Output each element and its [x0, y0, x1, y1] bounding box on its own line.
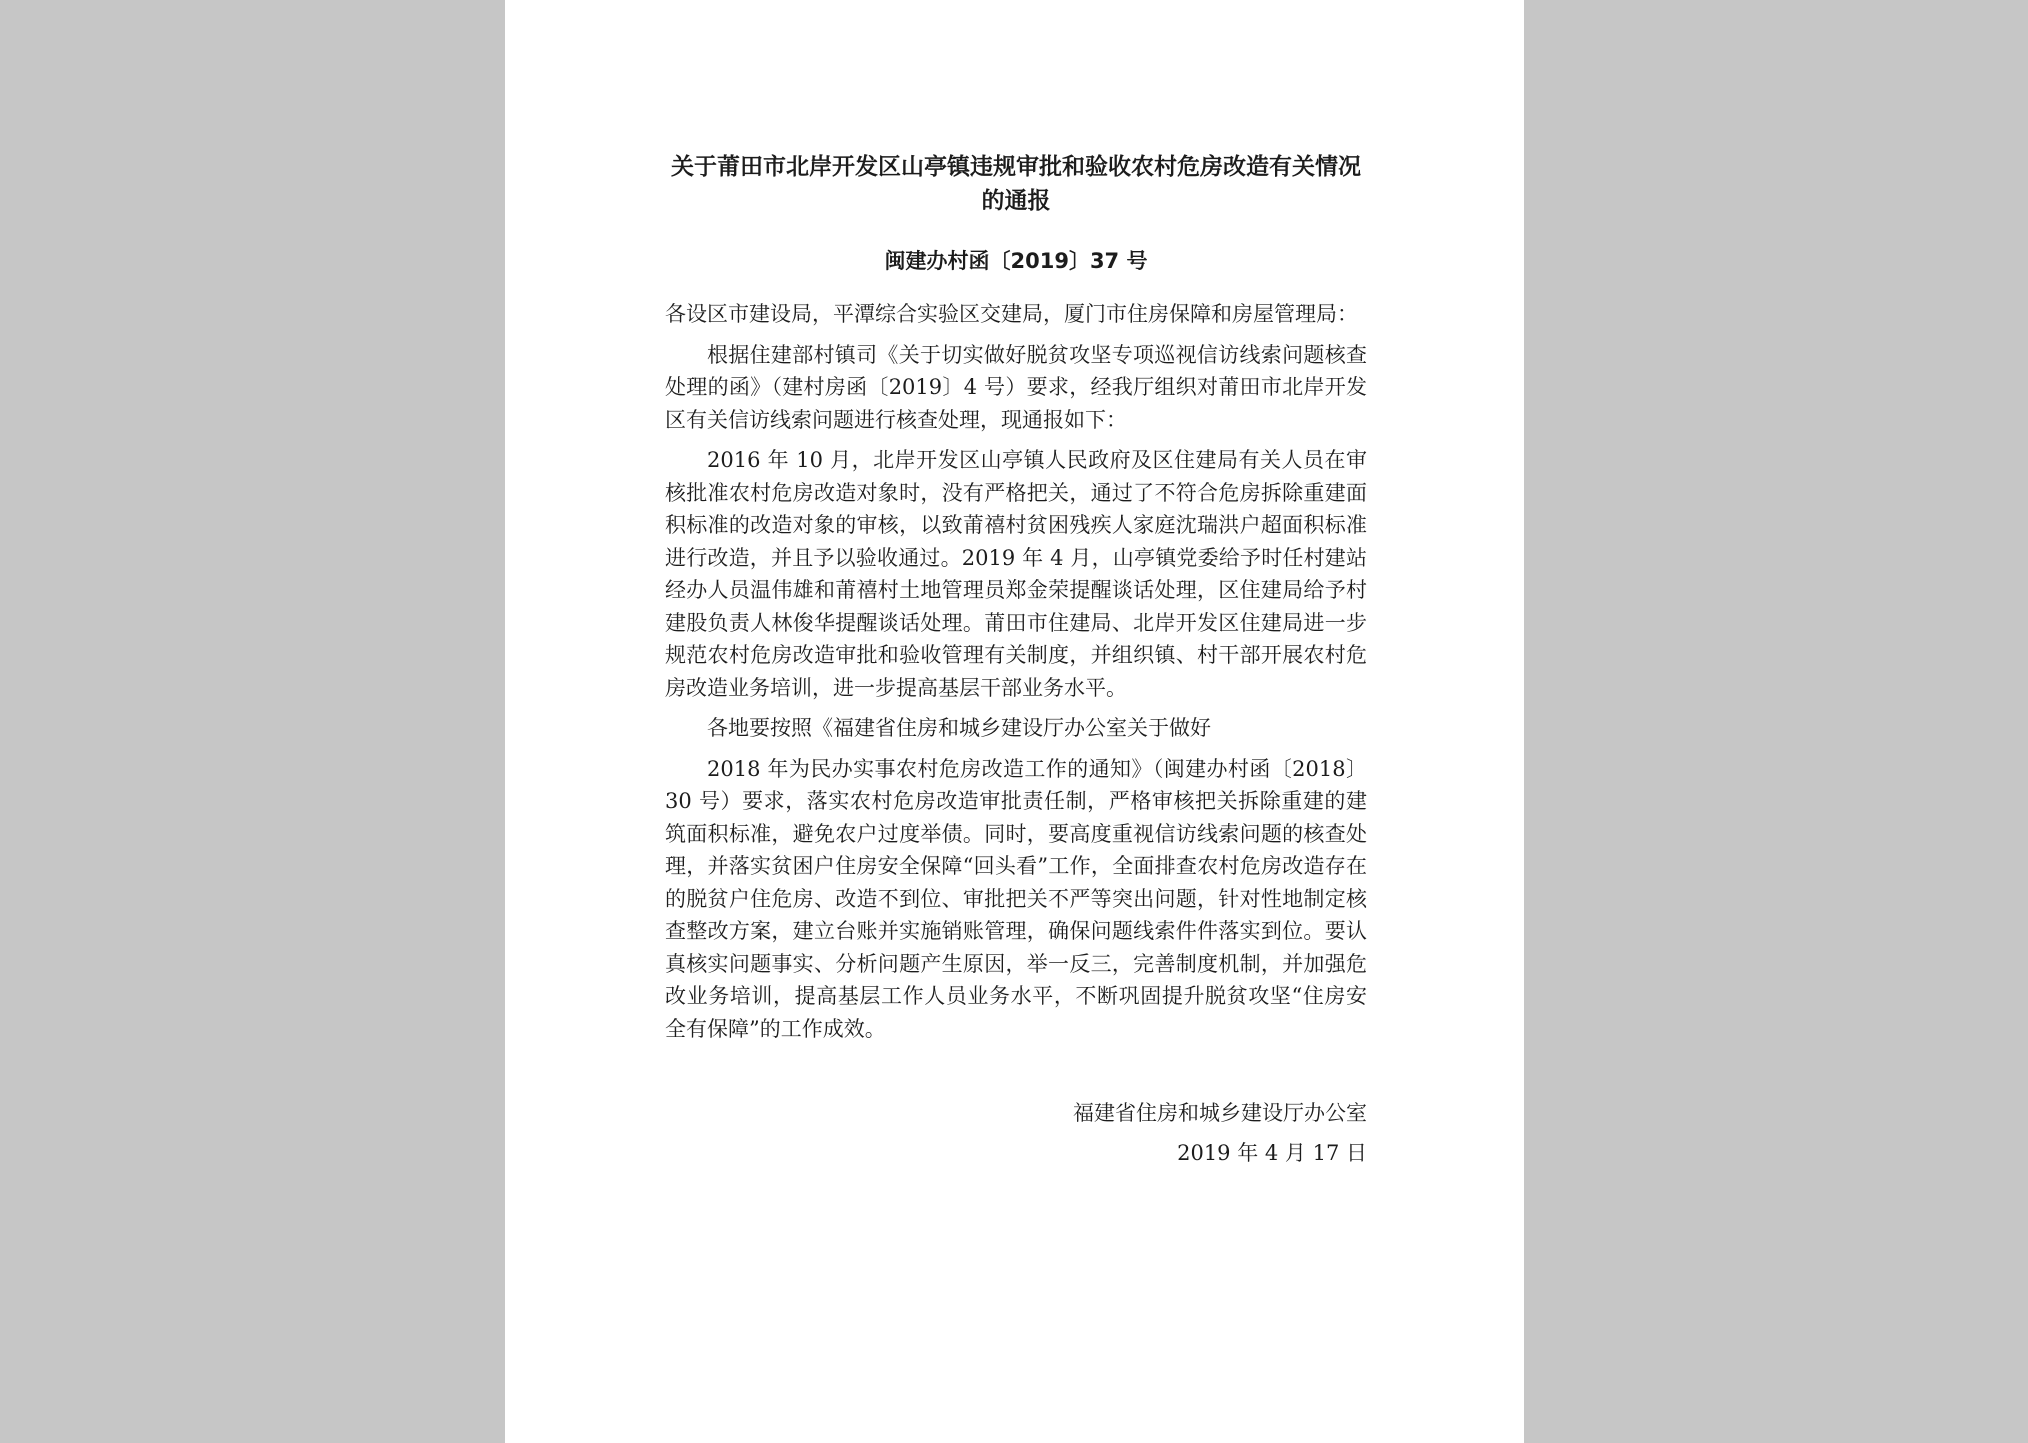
- salutation: 各设区市建设局，平潭综合实验区交建局，厦门市住房保障和房屋管理局：: [665, 302, 1358, 326]
- page-content: [665, 150, 1367, 1173]
- paragraph-4: 2018 年为民办实事农村危房改造工作的通知》（闽建办村函〔2018〕30 号）要求，落实农村危房改造审批责任制，严格审核把关拆除重建的建筑面积标准，避免农户过度举债。同时，要高度重视信访线索问题的核查处理，并落实贫困户住房安全保障“回头看”工作，全面排查农村危房改造存在的脱贫户住危房、改造不到位、审批把关不严等突出问题，针对性地制定核查整改方案，建立台账并实施销账管理，确保问题线索件件落实到位。要认真核实问题事实、分析问题产生原因，举一反三，完善制度机制，并加强危改业务培训，提高基层工作人员业务水平，不断巩固提升脱贫攻坚“住房安全有保障”的工作成效。: [665, 756, 1367, 1041]
- document-title: 关于莆田市北岸开发区山亭镇违规审批和验收农村危房改造有关情况的通报: [671, 154, 1361, 214]
- issuer: 福建省住房和城乡建设厅办公室: [1073, 1101, 1367, 1125]
- paragraph-2: 2016 年 10 月，北岸开发区山亭镇人民政府及区住建局有关人员在审核批准农村危房改造对象时，没有严格把关，通过了不符合危房拆除重建面积标准的改造对象的审核，以致莆禧村贫困残疾人家庭沈瑞洪户超面积标准进行改造，并且予以验收通过。2019 年 4 月，山亭镇党委给予时任村建站经办人员温伟雄和莆禧村土地管理员郑金荣提醒谈话处理，区住建局给予村建股负责人林俊华提醒谈话处理。莆田市住建局、北岸开发区住建局进一步规范农村危房改造审批和验收管理有关制度，并组织镇、村干部开展农村危房改造业务培训，进一步提高基层干部业务水平。: [665, 448, 1367, 700]
- document-page: [505, 0, 1524, 1443]
- document-number: 闽建办村函〔2019〕37 号: [884, 249, 1148, 273]
- signature-block: [665, 1093, 1367, 1173]
- issue-date: 2019 年 4 月 17 日: [1177, 1141, 1367, 1165]
- paragraph-3: 各地要按照《福建省住房和城乡建设厅办公室关于做好: [707, 716, 1211, 740]
- paragraph-1: 根据住建部村镇司《关于切实做好脱贫攻坚专项巡视信访线索问题核查处理的函》（建村房函〔2019〕4 号）要求，经我厅组织对莆田市北岸开发区有关信访线索问题进行核查处理，现通报如下：: [665, 342, 1367, 432]
